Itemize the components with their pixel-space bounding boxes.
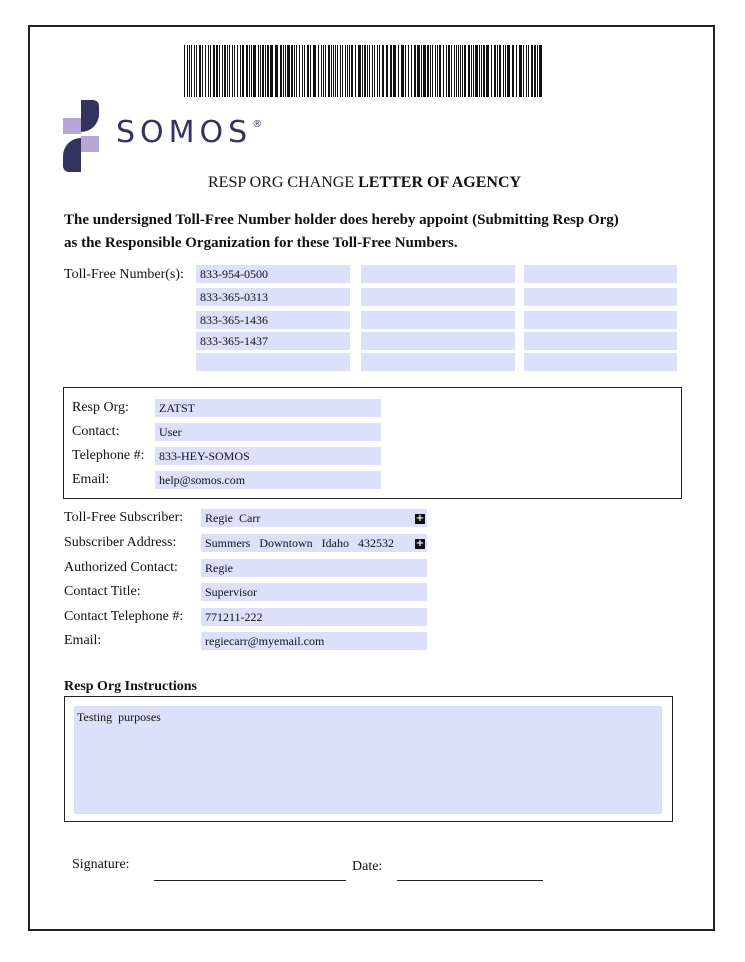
barcode-bar [232,45,233,97]
signature-label: Signature: [72,857,130,872]
somos-logo-mark [63,100,101,172]
instructions-heading: Resp Org Instructions [64,679,198,694]
barcode-bar [246,45,248,97]
barcode-bar [423,45,426,97]
barcode-bar [310,45,311,97]
barcode-bar [302,45,303,97]
barcode-bar [401,45,404,97]
barcode-bar [249,45,250,97]
barcode-bar [531,45,533,97]
toll-free-number-field[interactable] [196,353,350,371]
barcode-bar [196,45,197,97]
barcode-bar [358,45,361,97]
barcode-bar [526,45,527,97]
barcode-bar [372,45,373,97]
barcode-bar [242,45,244,97]
expand-subscriber-button[interactable]: + [415,513,425,524]
barcode-bar [258,45,259,97]
toll-free-number-field[interactable]: 833-365-1437 [196,332,350,350]
subscriber-label: Toll-Free Subscriber: [64,510,184,525]
barcode-bar [280,45,282,97]
date-line[interactable] [397,880,543,881]
barcode-bar [491,45,492,97]
barcode-bar [296,45,297,97]
barcode-bar [213,45,215,97]
barcode-bar [202,45,203,97]
toll-free-number-field[interactable] [524,311,677,329]
barcode-bar [299,45,300,97]
barcode-bar [516,45,517,97]
barcode-bar [323,45,324,97]
barcode-bar [318,45,319,97]
barcode-bar [345,45,346,97]
barcode-bar [331,45,332,97]
barcode-bar [313,45,316,97]
barcode-bar [417,45,420,97]
barcode-bar [519,45,522,97]
barcode-bar [287,45,290,97]
subscriber-email-label: Email: [64,633,102,648]
barcode-bar [349,45,350,97]
barcode-bar [260,45,261,97]
barcode-bar [265,45,266,97]
contact-title-label: Contact Title: [64,584,141,599]
barcode-bar [367,45,368,97]
barcode-bar [468,45,470,97]
contact-title-field[interactable]: Supervisor [201,583,427,601]
barcode-bar [486,45,489,97]
toll-free-number-field[interactable] [361,288,515,306]
barcode-bar [347,45,348,97]
barcode-bar [227,45,228,97]
barcode-bar [421,45,422,97]
toll-free-number-field[interactable] [361,311,515,329]
toll-free-number-field[interactable] [524,353,677,371]
barcode-bar [503,45,504,97]
toll-free-number-field[interactable] [524,332,677,350]
barcode-bar [523,45,524,97]
date-label: Date: [352,859,383,874]
contact-telephone-field[interactable]: 771211-222 [201,608,427,626]
barcode-bar [237,45,238,97]
email-field[interactable]: help@somos.com [155,471,381,489]
toll-free-number-field[interactable] [361,353,515,371]
barcode-bar [208,45,209,97]
barcode-bar [374,45,375,97]
barcode-bar [267,45,269,97]
barcode-bar [216,45,218,97]
toll-free-number-field[interactable] [361,332,515,350]
barcode-bar [328,45,330,97]
barcode-bar [285,45,286,97]
contact-telephone-label: Contact Telephone #: [64,609,184,624]
barcode-bar [430,45,431,97]
barcode-bar [222,45,223,97]
toll-free-number-field[interactable] [361,265,515,283]
barcode-bar [364,45,366,97]
barcode-bar [534,45,536,97]
barcode-bar [191,45,192,97]
barcode-bar [454,45,455,97]
barcode-bar [427,45,429,97]
barcode-bar [335,45,336,97]
toll-free-number-field[interactable] [524,265,677,283]
barcode-bar [497,45,498,97]
barcode-bar [446,45,447,97]
subscriber-email-field[interactable]: regiecarr@myemail.com [201,632,427,650]
email-label: Email: [72,472,110,487]
barcode-bar [473,45,474,97]
barcode-bar [382,45,384,97]
barcode-bar [390,45,392,97]
subscriber-field[interactable]: Regie Carr [201,509,427,527]
barcode-bar [471,45,472,97]
barcode-bar [199,45,201,97]
contact-field[interactable]: User [155,423,381,441]
barcode-bar [456,45,457,97]
instructions-field[interactable]: Testing purposes [74,706,662,814]
barcode-bar [451,45,452,97]
barcode-bar [462,45,463,97]
barcode-bar [414,45,416,97]
barcode-bar [386,45,388,97]
barcode-bar [291,45,293,97]
brand-name: SOMOS® [116,115,263,150]
barcode-bar [494,45,496,97]
toll-free-label: Toll-Free Number(s): [64,267,184,282]
barcode-bar [435,45,436,97]
barcode-bar [253,45,256,97]
barcode-bar [411,45,412,97]
authorized-contact-label: Authorized Contact: [64,560,178,575]
barcode-bar [443,45,444,97]
barcode-bar [283,45,284,97]
barcode-bar [294,45,295,97]
barcode-bar [481,45,482,97]
barcode-bar [340,45,341,97]
barcode [184,45,546,97]
barcode-bar [262,45,264,97]
barcode-bar [448,45,450,97]
barcode-bar [219,45,220,97]
barcode-bar [189,45,190,97]
telephone-field[interactable]: 833-HEY-SOMOS [155,447,381,465]
barcode-bar [405,45,406,97]
barcode-bar [194,45,195,97]
barcode-bar [229,45,230,97]
barcode-bar [379,45,380,97]
barcode-bar [398,45,399,97]
barcode-bar [537,45,538,97]
barcode-bar [393,45,396,97]
barcode-bar [187,45,188,97]
barcode-bar [505,45,506,97]
barcode-bar [224,45,226,97]
barcode-bar [528,45,529,97]
barcode-bar [377,45,378,97]
barcode-bar [539,45,542,97]
barcode-bar [321,45,322,97]
page-title: RESP ORG CHANGE LETTER OF AGENCY [208,174,522,191]
barcode-bar [325,45,326,97]
toll-free-number-field[interactable] [524,288,677,306]
barcode-bar [234,45,235,97]
barcode-bar [458,45,459,97]
barcode-bar [475,45,478,97]
barcode-bar [307,45,309,97]
address-field[interactable]: Summers Downtown Idaho 432532 [201,534,427,552]
barcode-bar [460,45,461,97]
barcode-bar [210,45,211,97]
barcode-bar [251,45,252,97]
toll-free-number-field[interactable]: 833-365-0313 [196,288,350,306]
contact-label: Contact: [72,424,120,439]
resp-org-field[interactable]: ZATST [155,399,381,417]
barcode-bar [479,45,480,97]
resp-org-label: Resp Org: [72,400,129,415]
barcode-bar [512,45,514,97]
barcode-bar [304,45,305,97]
toll-free-number-field[interactable]: 833-365-1436 [196,311,350,329]
signature-line[interactable] [154,880,346,881]
barcode-bar [439,45,441,97]
toll-free-number-field[interactable]: 833-954-0500 [196,265,350,283]
barcode-bar [275,45,278,97]
barcode-bar [184,45,185,97]
barcode-bar [355,45,356,97]
barcode-bar [333,45,334,97]
barcode-bar [408,45,409,97]
barcode-bar [240,45,241,97]
barcode-bar [270,45,273,97]
barcode-bar [351,45,353,97]
barcode-bar [437,45,438,97]
barcode-bar [507,45,510,97]
barcode-bar [369,45,370,97]
authorized-contact-field[interactable]: Regie [201,559,427,577]
intro-text: The undersigned Toll-Free Number holder does hereby appoint (Submitting Resp Org) as the Responsible Organization for these Toll-Free Numbers. [64,212,619,251]
barcode-bar [432,45,433,97]
barcode-bar [464,45,466,97]
address-label: Subscriber Address: [64,535,177,550]
barcode-bar [342,45,343,97]
barcode-bar [499,45,501,97]
barcode-bar [337,45,338,97]
barcode-bar [362,45,363,97]
telephone-label: Telephone #: [72,448,145,463]
expand-address-button[interactable]: + [415,538,425,549]
barcode-bar [205,45,206,97]
barcode-bar [483,45,485,97]
